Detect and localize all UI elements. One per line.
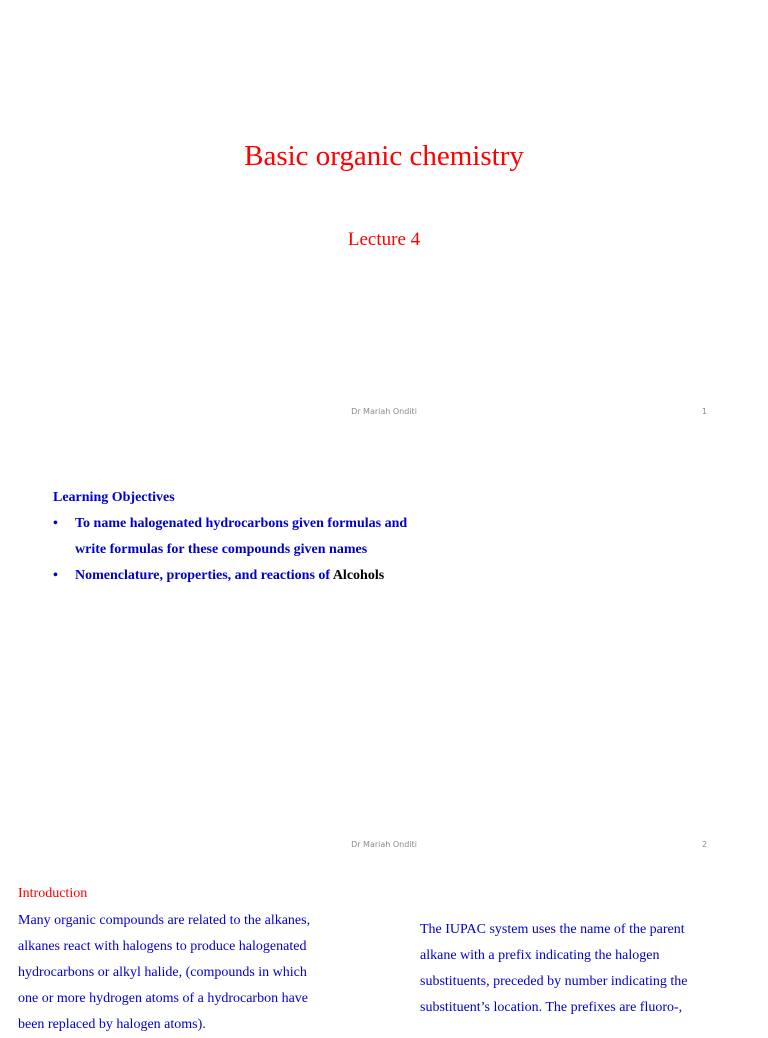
paragraph-line: substituents, preceded by number indicating the [420, 974, 688, 989]
paragraph-line: substituent’s location. The prefixes are fluoro-, [420, 1000, 683, 1015]
objective-item-2 [75, 563, 505, 589]
iupac-paragraph [420, 917, 740, 1021]
paragraph-line: alkane with a prefix indicating the halogen [420, 948, 660, 963]
slide-subtitle: Lecture 4 [347, 229, 421, 250]
paragraph-line: been replaced by halogen atoms). [18, 1017, 206, 1032]
paragraph-line: Many organic compounds are related to the alkanes, [18, 913, 311, 928]
slide-footer-page-number: 2 [702, 840, 708, 849]
introduction-heading: Introduction [18, 886, 88, 901]
introduction-paragraph [18, 908, 363, 1038]
objective-item-2-text: Nomenclature, properties, and reactions of [75, 568, 333, 583]
paragraph-line: alkanes react with halogens to produce halogenated [18, 939, 307, 954]
objective-item-1 [75, 511, 505, 563]
objective-item-1-line-2: write formulas for these compounds given names [75, 542, 368, 557]
slide-title: Basic organic chemistry [244, 140, 524, 172]
learning-objectives-heading: Learning Objectives [53, 490, 175, 505]
bullet-icon: • [53, 516, 58, 531]
paragraph-line: The IUPAC system uses the name of the parent [420, 922, 685, 937]
objective-item-2-highlight: Alcohols [332, 568, 385, 583]
paragraph-line: one or more hydrogen atoms of a hydrocarbon have [18, 991, 309, 1006]
paragraph-line: hydrocarbons or alkyl halide, (compounds in which [18, 965, 307, 980]
slide-footer-page-number: 1 [702, 407, 708, 416]
slide-footer-author: Dr Mariah Onditi [351, 840, 417, 849]
slide-footer-author: Dr Mariah Onditi [351, 407, 417, 416]
objective-item-1-line-1: To name halogenated hydrocarbons given formulas and [75, 516, 408, 531]
bullet-icon: • [53, 568, 58, 583]
